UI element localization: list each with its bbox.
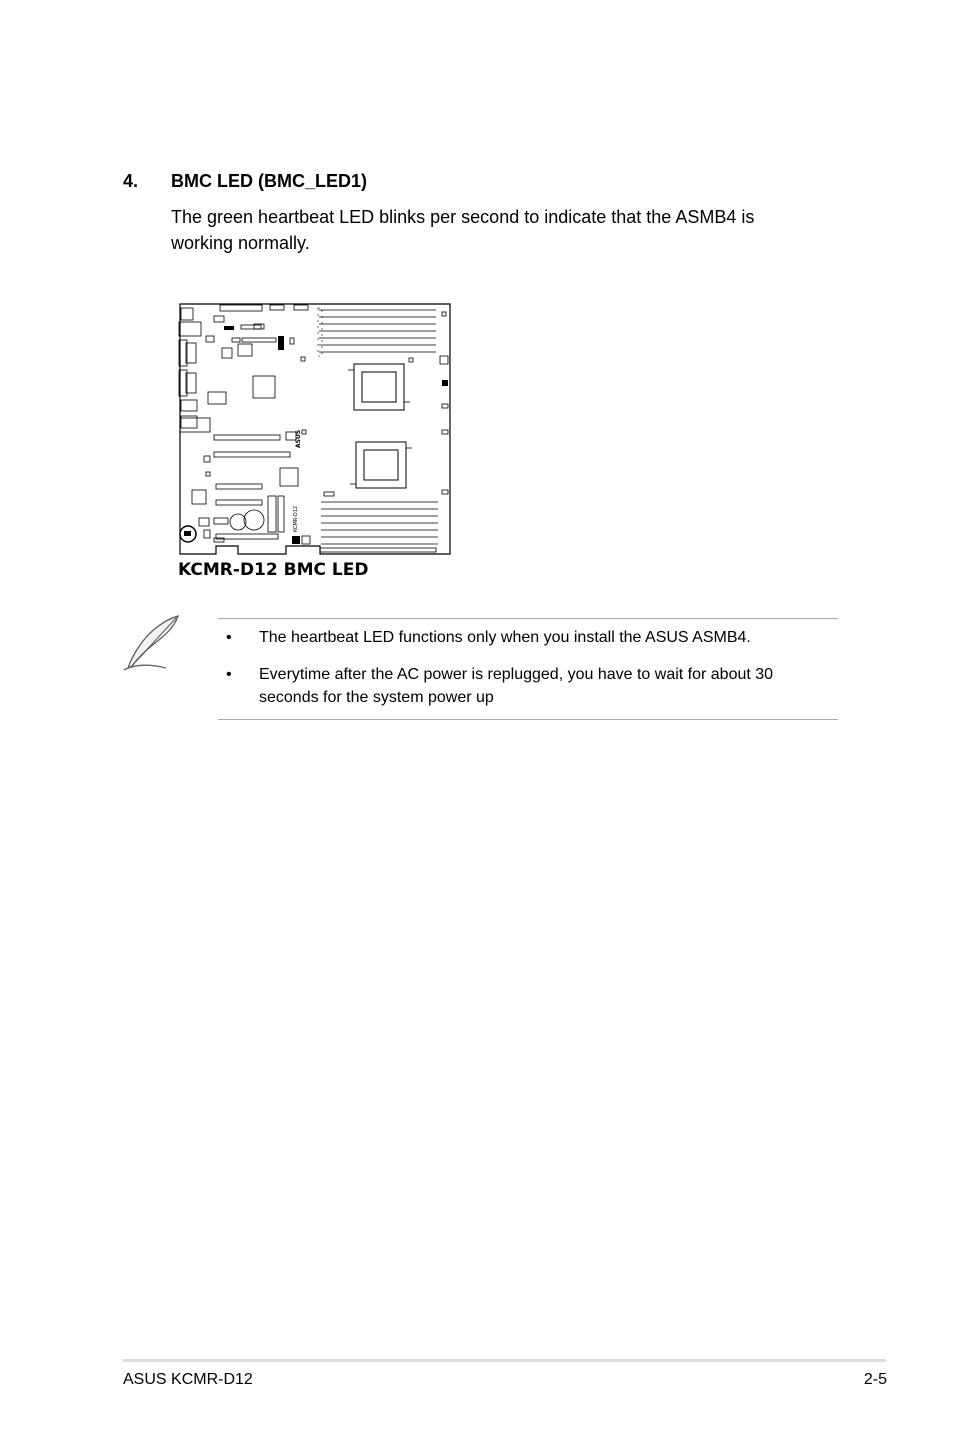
section-title: BMC LED (BMC_LED1) xyxy=(171,171,367,191)
board-brand-label: ASUS xyxy=(295,429,302,448)
footer-product-name: ASUS KCMR-D12 xyxy=(123,1371,253,1388)
note-item-text: Everytime after the AC power is replugged, you have to wait for about 30 seconds for the system power up xyxy=(259,666,774,706)
quill-pen-icon xyxy=(120,614,182,674)
bmc-led xyxy=(184,531,191,536)
note-box xyxy=(218,618,838,720)
footer-rule xyxy=(123,1359,886,1362)
bullet: • xyxy=(226,666,232,683)
footer-page-number: 2-5 xyxy=(863,1371,887,1388)
bullet: • xyxy=(226,629,232,646)
section-body: The green heartbeat LED blinks per second to indicate that the ASMB4 is working normally. xyxy=(171,207,755,253)
board-model-label: KCMR-D12 xyxy=(293,505,299,532)
figure-caption: KCMR-D12 BMC LED xyxy=(178,560,369,580)
section-number: 4. xyxy=(123,171,139,191)
note-item-text: The heartbeat LED functions only when you install the ASUS ASMB4. xyxy=(259,629,751,646)
motherboard-layout-diagram xyxy=(166,300,456,560)
